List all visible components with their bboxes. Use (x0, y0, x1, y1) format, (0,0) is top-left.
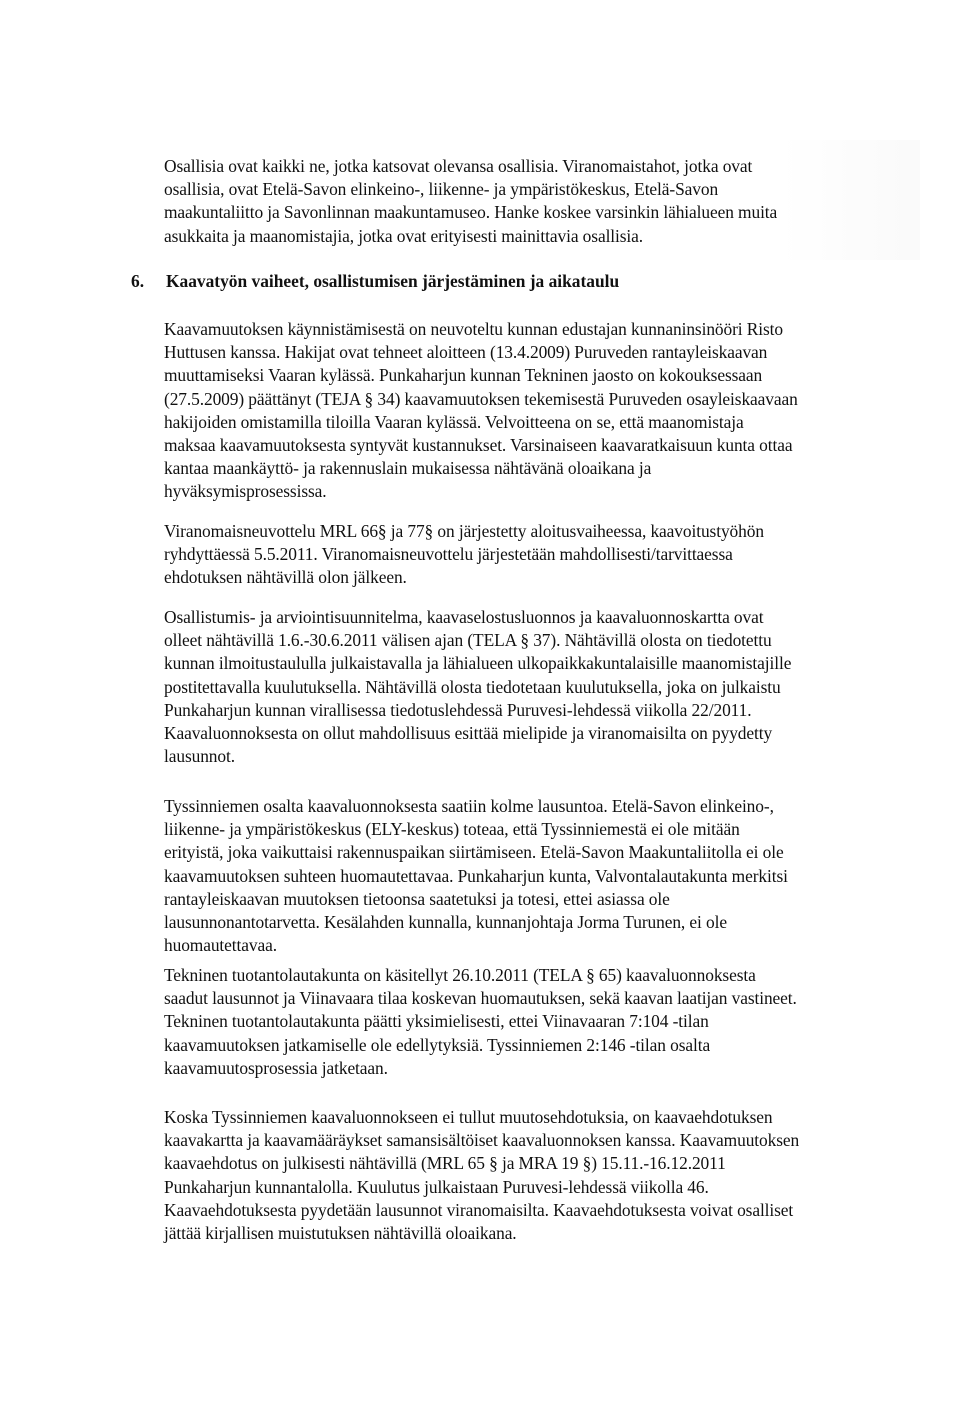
scan-shadow (780, 140, 920, 260)
paragraph-tekninen-lautakunta: Tekninen tuotantolautakunta on käsitellyt 26.10.2011 (TELA § 65) kaavaluonnoksesta saadut lausunnot ja Viinavaara tilaa koskevan huomautuksen, sekä kaavan laatijan vastineet. Tekninen tuotantolautakunta päätti yksimielisesti, ettei Viinavaaran 7:104 -tilan kaavamuutoksen jatkamiselle ole edellytyksiä. Tyssinniemen 2:146 -tilan osalta kaavamuutosprosessia jatketaan. (164, 965, 797, 1078)
section-heading (131, 271, 619, 292)
paragraph-kaavaehdotus: Koska Tyssinniemen kaavaluonnokseen ei tullut muutosehdotuksia, on kaavaehdotuksen kaavakartta ja kaavamääräykset samansisältöiset kaavaluonnoksen kanssa. Kaavamuutoksen kaavaehdotus on julkisesti nähtävillä (MRL 65 § ja MRA 19 §) 15.11.-16.12.2011 Punkaharjun kunnantalolla. Kuulutus julkaistaan Puruvesi-lehdessä viikolla 46. Kaavaehdotuksesta pyydetään lausunnot viranomaisilta. Kaavaehdotuksesta voivat osalliset jättää kirjallisen muistutuksen nähtävillä oloaikana. (164, 1107, 800, 1244)
section-title: Kaavatyön vaiheet, osallistumisen järjestäminen ja aikataulu (166, 271, 620, 291)
paragraph-kaynnistaminen: Kaavamuutoksen käynnistämisestä on neuvoteltu kunnan edustajan kunnaninsinööri Risto Huttusen kanssa. Hakijat ovat tehneet aloitteen (13.4.2009) Puruveden rantayleiskaavan muuttamiseksi Vaaran kylässä. Punkaharjun kunnan Tekninen jaosto on kokouksessaan (27.5.2009) päättänyt (TEJA § 34) kaavamuutoksen tekemisestä Puruveden osayleiskaavaan hakijoiden omistamilla tiloilla Vaaran kylässä. Velvoitteena on se, että maanomistaja maksaa kaavamuutoksesta syntyvät kustannukset. Varsinaiseen kaavaratkaisuun kunta ottaa kantaa maankäyttö- ja rakennuslain mukaisessa nähtävänä oloaikana ja hyväksymisprosessissa. (164, 319, 798, 502)
paragraph-osalliset: Osallisia ovat kaikki ne, jotka katsovat olevansa osallisia. Viranomaistahot, jotka ovat osallisia, ovat Etelä-Savon elinkeino-, liikenne- ja ympäristökeskus, Etelä-Savon maakuntaliitto ja Savonlinnan maakuntamuseo. Hanke koskee varsinkin lähialueen muita asukkaita ja maanomistajia, jotka ovat erityisesti mainittavia osallisia. (164, 156, 778, 246)
paragraph-lausunnot: Tyssinniemen osalta kaavaluonnoksesta saatiin kolme lausuntoa. Etelä-Savon elinkeino-, liikenne- ja ympäristökeskus (ELY-keskus) toteaa, että Tyssinniemestä ei ole mitään erityistä, joka vaikuttaisi rakennuspaikan siirtämiseen. Etelä-Savon Maakuntaliitolla ei ole kaavamuutoksen suhteen huomautettavaa. Punkaharjun kunta, Valvontalautakunta merkitsi rantayleiskaavan muutoksen tietoonsa saatetuksi ja totesi, ettei asiassa ole lausunnonantotarvetta. Kesälahden kunnalla, kunnanjohtaja Jorma Turunen, ei ole huomautettavaa. (164, 796, 788, 956)
section-number: 6. (131, 271, 145, 291)
paragraph-viranomaisneuvottelu: Viranomaisneuvottelu MRL 66§ ja 77§ on järjestetty aloitusvaiheessa, kaavoitustyöhön ryhdyttäessä 5.5.2011. Viranomaisneuvottelu järjestetään mahdollisesti/tarvittaessa ehdotuksen nähtävillä olon jälkeen. (164, 521, 764, 588)
paragraph-osallistumissuunnitelma: Osallistumis- ja arviointisuunnitelma, kaavaselostusluonnos ja kaavaluonnoskartta ovat olleet nähtävillä 1.6.-30.6.2011 välisen ajan (TELA § 37). Nähtävillä olosta on tiedotettu kunnan ilmoitustaululla julkaistavalla ja lähialueen ulkopaikkakuntalaisille maanomistajille postitettavalla kuulutuksella. Nähtävillä olosta tiedotetaan kuulutuksella, joka on julkaistu Punkaharjun kunnan virallisessa tiedotuslehdessä Puruvesi-lehdessä viikolla 22/2011. Kaavaluonnoksesta on ollut mahdollisuus esittää mielipide ja viranomaisilta on pyydetty lausunnot. (164, 607, 792, 767)
